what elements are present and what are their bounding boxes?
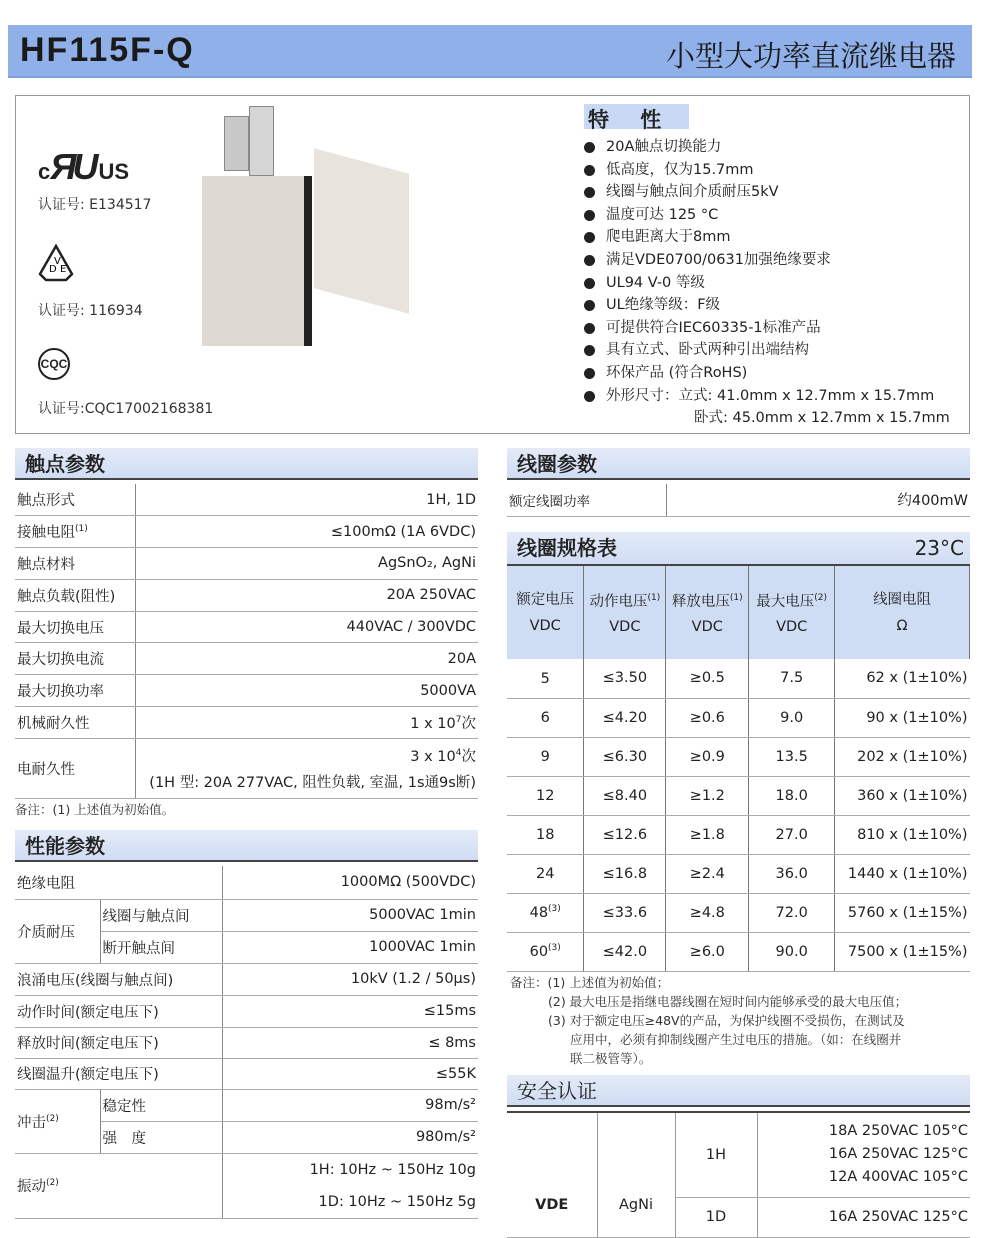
- row-value: 980m/s²: [222, 1121, 478, 1153]
- cell: ≥0.9: [666, 737, 749, 776]
- cell: 24: [507, 854, 584, 893]
- feature-item: 温度可达 125 °C: [584, 204, 950, 227]
- cell: 60$^{(3)}$: [507, 932, 584, 971]
- note-line: (2) 最大电压是指继电器线圈在短时间内能够承受的最大电压值；: [548, 994, 908, 1009]
- bullet-icon: [584, 345, 595, 356]
- cell: ≤16.8: [584, 854, 666, 893]
- sub-label: 强 度: [100, 1121, 222, 1153]
- bullet-icon: [584, 232, 595, 243]
- column-header: 动作电压$^{(1)}$ VDC: [584, 565, 666, 659]
- feature-item: 具有立式、卧式两种引出端结构: [584, 339, 950, 362]
- column-header: 释放电压$^{(1)}$ VDC: [666, 565, 749, 659]
- coil-params-table: [507, 484, 970, 517]
- row-label: 接触电阻$^{(1)}$: [15, 516, 135, 548]
- note-line: 联二极管等）。: [570, 1051, 652, 1066]
- column-header: 最大电压$^{(2)}$ VDC: [749, 565, 835, 659]
- table-row: [507, 776, 970, 815]
- note-line: (3) 对于额定电压≥48V的产品，为保护线圈不受损伤，在测试及: [548, 1013, 905, 1028]
- row-label: 振动$^{(2)}$: [15, 1153, 222, 1218]
- row-value: 1000VAC 1min: [222, 931, 478, 963]
- cell: ≥0.5: [666, 659, 749, 698]
- cell: 7.5: [749, 659, 835, 698]
- cell: ≥1.8: [666, 815, 749, 854]
- bullet-icon: [584, 187, 595, 198]
- table-row: [15, 611, 478, 643]
- feature-item: 爬电距离大于8mm: [584, 226, 950, 249]
- table-row: [15, 738, 478, 798]
- coil-spec-table: [507, 564, 970, 972]
- product-subtitle: 小型大功率直流继电器: [665, 39, 956, 73]
- row-label: 触点负载(阻性): [15, 579, 135, 611]
- bullet-icon: [584, 255, 595, 266]
- title-bar: [8, 25, 972, 78]
- feature-item: 可提供符合IEC60335-1标准产品: [584, 317, 950, 340]
- contact-note: 备注：(1) 上述值为初始值。: [15, 802, 175, 817]
- cell: ≥0.6: [666, 698, 749, 737]
- table-row: [507, 854, 970, 893]
- sub-label: 稳定性: [100, 1089, 222, 1121]
- table-row: [507, 698, 970, 737]
- cell: 5760 x (1±15%): [835, 893, 970, 932]
- bullet-icon: [584, 391, 595, 402]
- cell: 18: [507, 815, 584, 854]
- table-row: [15, 484, 478, 516]
- bullet-icon: [584, 142, 595, 153]
- row-value: ≤15ms: [222, 995, 478, 1027]
- ratings: 18A 250VAC 105°C 16A 250VAC 125°C 12A 400VAC 105°C: [757, 1112, 970, 1197]
- sub-label: 线圈与触点间: [100, 899, 222, 931]
- svg-text:E: E: [60, 264, 67, 275]
- cell: ≥1.2: [666, 776, 749, 815]
- bullet-icon: [584, 368, 595, 379]
- row-label: 浪涌电压(线圈与触点间): [15, 963, 222, 995]
- vde-cert-number: 认证号: 116934: [38, 303, 143, 319]
- cell: 810 x (1±10%): [835, 815, 970, 854]
- row-value: 20A 250VAC: [135, 579, 478, 611]
- safety-section-heading: 安全认证: [507, 1075, 970, 1107]
- feature-item: 20A触点切换能力: [584, 136, 950, 159]
- sub-label: 断开触点间: [100, 931, 222, 963]
- cell: ≤12.6: [584, 815, 666, 854]
- row-label: 冲击$^{(2)}$: [15, 1089, 100, 1153]
- cell: ≤42.0: [584, 932, 666, 971]
- row-value: 3 x $10^4$次 (1H 型: 20A 277VAC, 阻性负载, 室温, 1s通9s断): [135, 738, 478, 798]
- row-label: 触点形式: [15, 484, 135, 516]
- contact-section-heading: 触点参数: [15, 448, 478, 480]
- cell: 90.0: [749, 932, 835, 971]
- agency: VDE: [507, 1112, 597, 1237]
- ratings: 16A 250VAC 125°C: [757, 1197, 970, 1237]
- table-row: [15, 675, 478, 707]
- contact-material: AgNi: [597, 1112, 675, 1237]
- features-panel: [15, 95, 970, 434]
- model-title: HF115F-Q: [20, 31, 195, 69]
- cell: 36.0: [749, 854, 835, 893]
- vde-logo: [38, 244, 74, 284]
- row-label: 电耐久性: [15, 738, 135, 798]
- row-value: 10kV (1.2 / 50μs): [222, 963, 478, 995]
- cell: ≤4.20: [584, 698, 666, 737]
- row-value: AgSnO₂, AgNi: [135, 548, 478, 580]
- cell: 90 x (1±10%): [835, 698, 970, 737]
- safety-table: [507, 1111, 970, 1238]
- cell: 7500 x (1±15%): [835, 932, 970, 971]
- row-label: 触点材料: [15, 548, 135, 580]
- ul-cert-number: 认证号: E134517: [38, 197, 152, 213]
- feature-item: 外形尺寸：立式: 41.0mm x 12.7mm x 15.7mm: [584, 385, 950, 408]
- cell: 9: [507, 737, 584, 776]
- performance-table: [15, 866, 478, 1219]
- features-list: [584, 136, 950, 430]
- coil-spec-temperature: 23°C: [914, 536, 964, 560]
- bullet-icon: [584, 210, 595, 221]
- cell: 18.0: [749, 776, 835, 815]
- table-row: [15, 707, 478, 739]
- feature-item: 卧式: 45.0mm x 12.7mm x 15.7mm: [694, 410, 950, 427]
- bullet-icon: [584, 165, 595, 176]
- feature-item: 低高度，仅为15.7mm: [584, 159, 950, 182]
- row-value: 1H, 1D: [135, 484, 478, 516]
- performance-section-heading: 性能参数: [15, 830, 478, 862]
- feature-item: UL94 V-0 等级: [584, 272, 950, 295]
- cell: ≤33.6: [584, 893, 666, 932]
- row-label: 线圈温升(额定电压下): [15, 1058, 222, 1089]
- cell: 62 x (1±10%): [835, 659, 970, 698]
- cell: 48$^{(3)}$: [507, 893, 584, 932]
- cell: ≤8.40: [584, 776, 666, 815]
- row-value: 5000VA: [135, 675, 478, 707]
- table-row: [507, 737, 970, 776]
- table-row: [15, 548, 478, 580]
- relay-product-image: [194, 106, 404, 386]
- row-value: 1H: 10Hz ~ 150Hz 10g 1D: 10Hz ~ 150Hz 5g: [222, 1153, 478, 1218]
- cell: 1440 x (1±10%): [835, 854, 970, 893]
- cell: 5: [507, 659, 584, 698]
- feature-item: 线圈与触点间介质耐压5kV: [584, 181, 950, 204]
- row-label: 释放时间(额定电压下): [15, 1027, 222, 1058]
- bullet-icon: [584, 278, 595, 289]
- table-row: [15, 516, 478, 548]
- row-label: 绝缘电阻: [15, 866, 222, 899]
- row-value: ≤ 8ms: [222, 1027, 478, 1058]
- ul-logo: cЯUUS: [38, 146, 130, 187]
- cell: 202 x (1±10%): [835, 737, 970, 776]
- column-header: 线圈电阻 Ω: [835, 565, 970, 659]
- table-row: [507, 815, 970, 854]
- bullet-icon: [584, 300, 595, 311]
- table-row: [15, 643, 478, 675]
- row-label: 动作时间(额定电压下): [15, 995, 222, 1027]
- features-heading: 特 性: [584, 104, 689, 129]
- column-header: 额定电压 VDC: [507, 565, 584, 659]
- table-row: [507, 893, 970, 932]
- cell: ≥4.8: [666, 893, 749, 932]
- cell: 13.5: [749, 737, 835, 776]
- cell: 27.0: [749, 815, 835, 854]
- cell: 72.0: [749, 893, 835, 932]
- cell: 360 x (1±10%): [835, 776, 970, 815]
- row-label: 最大切换功率: [15, 675, 135, 707]
- cell: ≤6.30: [584, 737, 666, 776]
- row-label: 额定线圈功率: [507, 484, 666, 516]
- coil-notes: [510, 973, 975, 1068]
- coil-section-heading: 线圈参数: [507, 448, 970, 480]
- feature-item: 环保产品 (符合RoHS): [584, 362, 950, 385]
- row-label: 最大切换电压: [15, 611, 135, 643]
- cell: ≥2.4: [666, 854, 749, 893]
- row-value: 1 x $10^7$次: [135, 707, 478, 739]
- bullet-icon: [584, 323, 595, 334]
- row-value: ≤55K: [222, 1058, 478, 1089]
- contact-table: [15, 484, 478, 799]
- cell: ≥6.0: [666, 932, 749, 971]
- cell: 6: [507, 698, 584, 737]
- table-row: [507, 932, 970, 971]
- table-row: [507, 659, 970, 698]
- row-value: 5000VAC 1min: [222, 899, 478, 931]
- svg-text:V: V: [54, 256, 61, 267]
- row-value: 20A: [135, 643, 478, 675]
- row-value: 1000MΩ (500VDC): [222, 866, 478, 899]
- row-value: 98m/s²: [222, 1089, 478, 1121]
- cqc-cert-number: 认证号:CQC17002168381: [38, 401, 214, 417]
- row-label: 最大切换电流: [15, 643, 135, 675]
- table-row: [15, 579, 478, 611]
- note-line: 应用中，必须有抑制线圈产生过电压的措施。（如：在线圈并: [570, 1032, 902, 1047]
- feature-item: UL绝缘等级：F级: [584, 294, 950, 317]
- row-value: 440VAC / 300VDC: [135, 611, 478, 643]
- row-value: ≤100mΩ (1A 6VDC): [135, 516, 478, 548]
- cell: ≤3.50: [584, 659, 666, 698]
- cqc-logo: CQC: [38, 348, 70, 380]
- feature-item: 满足VDE0700/0631加强绝缘要求: [584, 249, 950, 272]
- row-value: 约400mW: [666, 484, 970, 516]
- coil-spec-heading: 线圈规格表 23°C: [507, 532, 970, 564]
- row-label: 介质耐压: [15, 899, 100, 963]
- contact-form: 1D: [675, 1197, 757, 1237]
- row-label: 机械耐久性: [15, 707, 135, 739]
- cell: 12: [507, 776, 584, 815]
- contact-form: 1H: [675, 1112, 757, 1197]
- svg-text:D: D: [49, 264, 57, 275]
- cell: 9.0: [749, 698, 835, 737]
- note-line: 备注：(1) 上述值为初始值；: [510, 975, 670, 990]
